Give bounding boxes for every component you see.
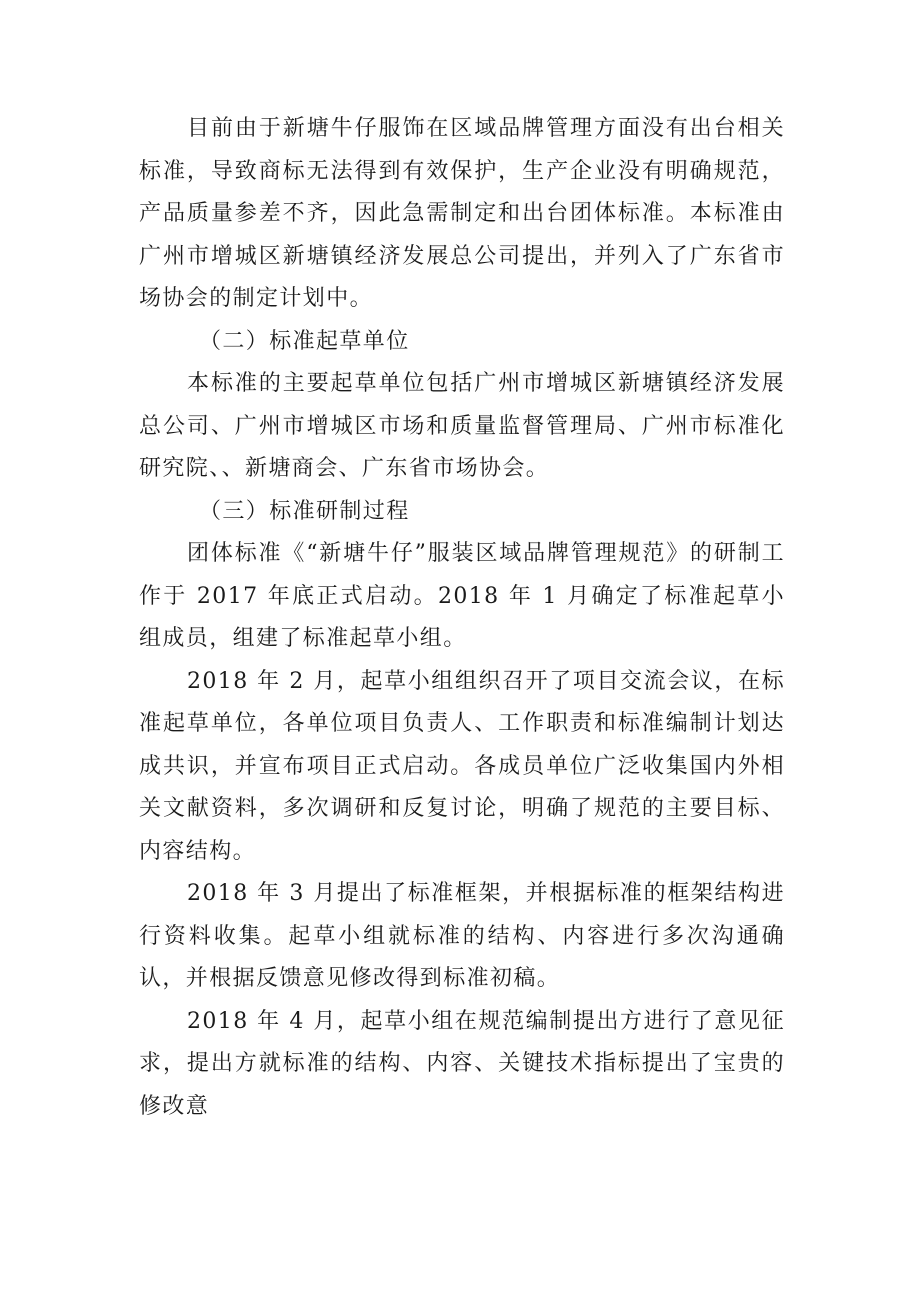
section-heading-development-process: （三）标准研制过程 [199,498,410,524]
section-heading-drafting-units: （二）标准起草单位 [199,328,410,354]
paragraph-drafting-units: 本标准的主要起草单位包括广州市增城区新塘镇经济发展总公司、广州市增城区市场和质量监督管理局、广州市标准化研究院、、新塘商会、广东省市场协会。 [139,371,785,481]
document-body [139,108,785,1128]
paragraph-process-mar: 2018 年 3 月提出了标准框架，并根据标准的框架结构进行资料收集。起草小组就标准的结构、内容进行多次沟通确认，并根据反馈意见修改得到标准初稿。 [139,881,785,991]
paragraph-process-start: 团体标准《“新塘牛仔”服装区域品牌管理规范》的研制工作于 2017 年底正式启动。2018 年 1 月确定了标准起草小组成员，组建了标准起草小组。 [139,541,785,651]
paragraph-process-feb: 2018 年 2 月，起草小组组织召开了项目交流会议，在标准起草单位，各单位项目负责人、工作职责和标准编制计划达成共识，并宣布项目正式启动。各成员单位广泛收集国内外相关文献资料，多次调研和反复讨论，明确了规范的主要目标、内容结构。 [139,668,785,864]
paragraph-process-apr: 2018 年 4 月，起草小组在规范编制提出方进行了意见征求，提出方就标准的结构、内容、关键技术指标提出了宝贵的修改意 [139,1008,785,1119]
paragraph-background: 目前由于新塘牛仔服饰在区域品牌管理方面没有出台相关标准，导致商标无法得到有效保护，生产企业没有明确规范，产品质量参差不齐，因此急需制定和出台团体标准。本标准由广州市增城区新塘镇经济发展总公司提出，并列入了广东省市场协会的制定计划中。 [139,116,785,311]
